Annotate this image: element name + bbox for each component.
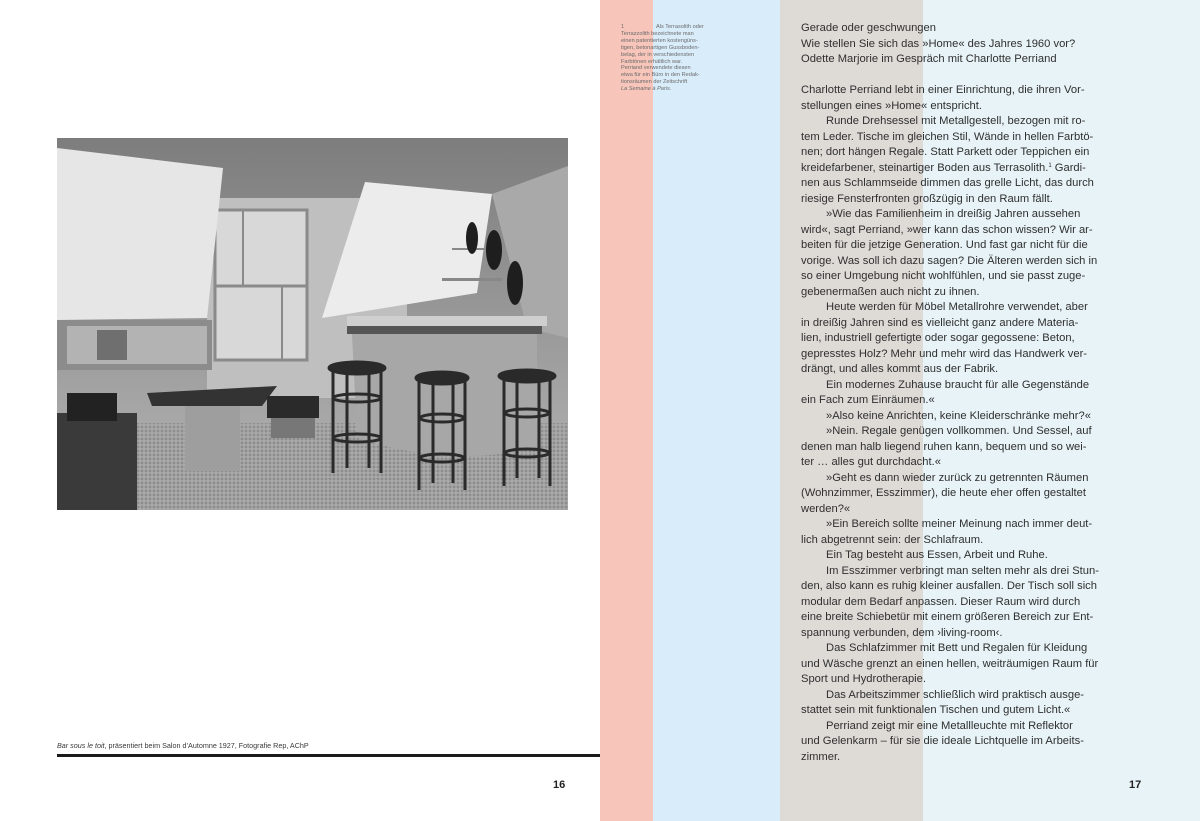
text-line: »Nein. Regale genügen vollkommen. Und Sessel, auf [826,425,1092,437]
text-line: Sport und Hydrotherapie. [801,673,927,685]
text-line: nen aus Schlammseide dimmen das grelle Licht, das durch [801,177,1094,189]
text-line: und Gelenkarm – für sie die ideale Lichtquelle im Arbeits- [801,735,1084,747]
text-line: »Geht es dann wieder zurück zu getrennten Räumen [826,471,1089,484]
text-line: »Wie das Familienheim in dreißig Jahren aussehen [826,208,1081,220]
text-line: so einer Umgebung nicht wohlfühlen, und sie passt zuge- [801,270,1086,282]
text-line: Charlotte Perriand lebt in einer Einrichtung, die ihren Vor- [801,84,1085,96]
page-number-right: 17 [1129,779,1142,791]
text-line: »Ein Bereich sollte meiner Meinung nach immer deut- [826,518,1093,530]
footnote-line: Perriand verwendete diesen [621,65,691,72]
text-line: den, also kann es ruhig kleiner ausfallen. Der Tisch soll sich [801,580,1097,592]
text-line: Heute werden für Möbel Metallrohre verwendet, aber [826,301,1088,313]
text-line: Im Esszimmer verbringt man selten mehr als drei Stun- [826,564,1099,577]
text-line: Das Arbeitszimmer schließlich wird praktisch ausge- [826,688,1085,701]
photo-illustration [57,138,568,510]
article-subtitle: Wie stellen Sie sich das »Home« des Jahres 1960 vor? [801,37,1076,50]
right-page [600,0,1200,821]
footnote-line: Terrazzolith bezeichnete man [621,30,694,37]
footnote-magazine-title: La Semaine à Paris. [621,86,672,93]
text-line: tem Leder. Tische im gleichen Stil, Wände in hellen Farbtö- [801,130,1094,143]
text-line: gebenermaßen auch nicht zu ihnen. [801,285,980,298]
text-line: modular dem Bedarf anpassen. Dieser Raum wird durch [801,595,1081,608]
footnote-line: tionsräumen der Zeitschrift [621,79,688,86]
text-line: werden?« [801,502,851,515]
text-line: Ein modernes Zuhause braucht für alle Gegenstände [826,378,1090,391]
text-line: vorige. Was soll ich dazu sagen? Die Älteren werden sich in [801,254,1098,267]
article-heading [801,21,1161,68]
text-line: lich abgetrennt sein: der Schlafraum. [801,533,984,546]
text-line: in dreißig Jahren sind es vielleicht ganz andere Materia- [801,316,1079,329]
text-line: ein Fach zum Einräumen.« [801,394,935,406]
text-line: Das Schlafzimmer mit Bett und Regalen für Kleidung [826,642,1088,654]
footnote-number: 1 [621,24,625,30]
horizontal-rule [57,754,600,757]
text-line: kreidefarbener, steinartiger Boden aus Terrasolith.$^1$ Gardi- [801,161,1086,174]
text-line: und Wäsche grenzt an einen hellen, weiträumigen Raum für [801,657,1099,670]
photo-caption [57,741,309,750]
text-line: stellungen eines »Home« entspricht. [801,99,982,112]
footnote [621,24,736,93]
color-band-lightblue [653,0,780,821]
page-number-left: 16 [553,779,566,791]
bar-interior-photo [57,138,568,510]
footnote-line: tigen, betonartigen Gussboden- [621,44,700,51]
article [801,21,1161,765]
text-line: Runde Drehsessel mit Metallgestell, bezogen mit ro- [826,115,1086,127]
text-line: beiten für die jetzige Generation. Und fast gar nicht für die [801,239,1088,251]
text-line: riesige Fensterfronten großzügig in den Raum fällt. [801,192,1053,205]
text-line: denen man halb liegend ruhen kann, bequem und so wei- [801,440,1087,453]
caption-details: , präsentiert beim Salon d’Automne 1927, Fotografie Rep, AChP [104,741,309,750]
text-line: gepresstes Holz? Mehr und mehr wird das Handwerk ver- [801,347,1088,360]
article-byline: Odette Marjorie im Gespräch mit Charlotte Perriand [801,53,1057,65]
footnote-reference[interactable]: 1 [1048,162,1052,169]
footnote-line: einen patentierten kostengüns- [621,37,698,44]
caption-title: Bar sous le toit [57,741,105,750]
text-line: drängt, und alles kommt aus der Fabrik. [801,363,999,375]
text-line: eine breite Schiebetür mit einem größeren Bereich zur Ent- [801,611,1094,623]
footnote-line: belag, der in verschiedensten [621,51,695,58]
text-line: wird«, sagt Perriand, »wer kann das schon wissen? Wir ar- [801,223,1093,236]
text-line: »Also keine Anrichten, keine Kleiderschränke mehr?« [826,409,1091,422]
article-title: Gerade oder geschwungen [801,22,936,34]
footnote-line: etwa für ein Büro in den Redak- [621,72,700,79]
text-line: Perriand zeigt mir eine Metallleuchte mit Reflektor [826,719,1073,732]
text-line: stattet sein mit funktionalen Tischen und gutem Licht.« [801,704,1071,716]
text-line: Ein Tag besteht aus Essen, Arbeit und Ruhe. [826,549,1048,561]
text-line: spannung verbunden, dem ›living-room‹. [801,626,1003,639]
color-band-pink [600,0,653,821]
text-line: nen; dort hängen Regale. Statt Parkett oder Teppichen ein [801,146,1090,158]
text-line: ter … alles gut durchdacht.« [801,456,941,468]
text-line: zimmer. [801,750,841,763]
article-body [801,83,1161,765]
text-line: (Wohnzimmer, Esszimmer), die heute eher offen gestaltet [801,487,1086,499]
footnote-line: Farbtönen erhältlich war. [621,58,683,65]
text-line: lien, industriell gefertigte oder sogar gegossene: Beton, [801,332,1075,344]
footnote-first-line: 1 Als Terrasolith oder [621,24,704,30]
